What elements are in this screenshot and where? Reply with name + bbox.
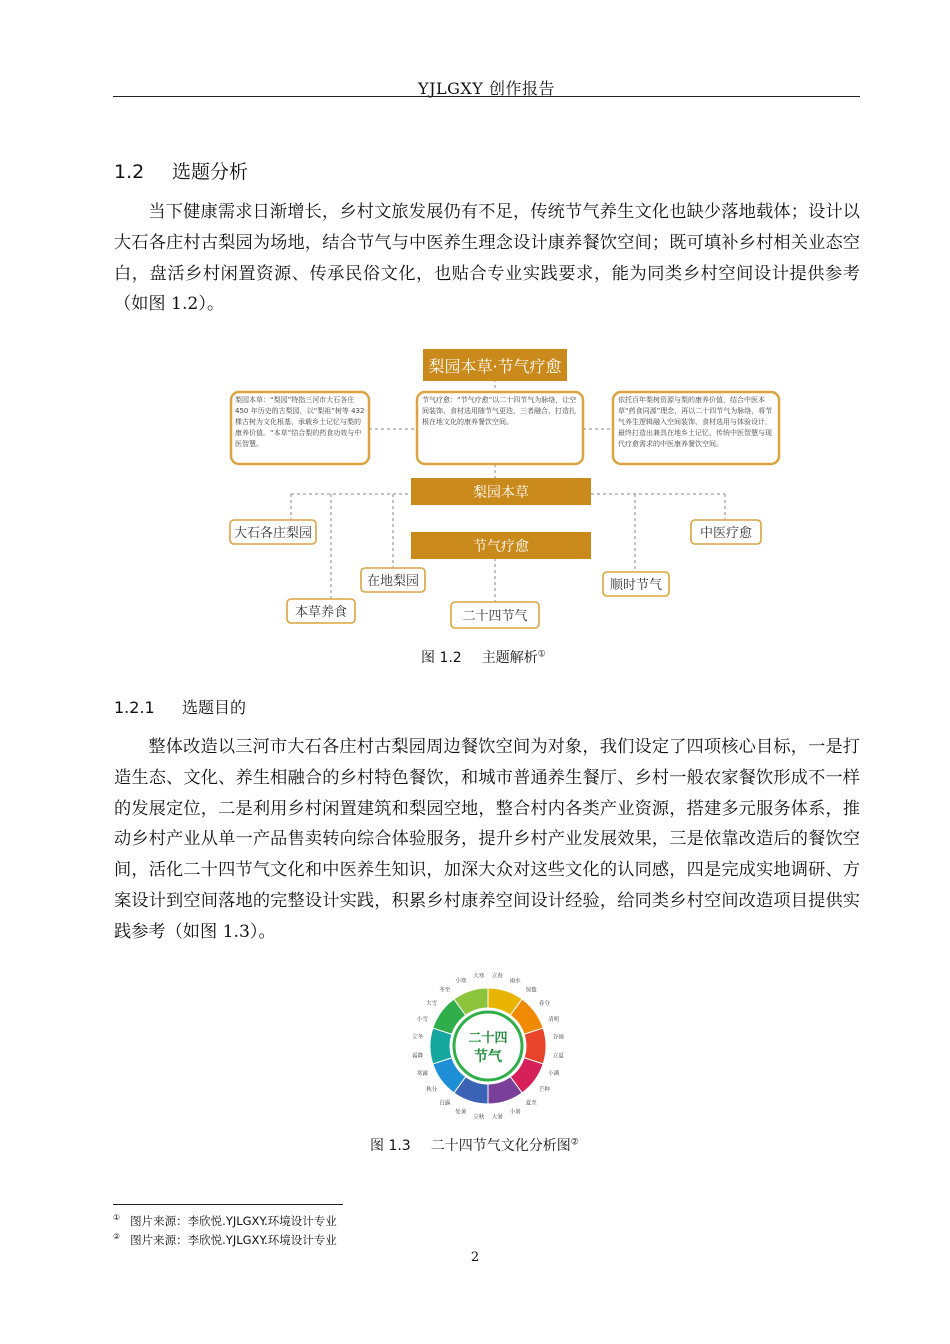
tag-24-solar-terms: 二十四节气: [462, 609, 528, 624]
solar-term-label: 大寒: [473, 973, 485, 980]
concept-box-left: 梨园本草：“梨园”特指三河市大石各庄 450 年历史的古梨园，以“梨祖”树等 432 棵古树为文化根基，承载乡土记忆与梨的康养价值。“本草”结合梨的药食功效与中医智慧。: [235, 396, 365, 448]
solar-term-label: 小暑: [509, 1109, 521, 1116]
footnote-rule: [113, 1204, 343, 1205]
solar-term-label: 立春: [491, 973, 503, 980]
paragraph-goals: 整体改造以三河市大石各庄村古梨园周边餐饮空间为对象，我们设定了四项核心目标，一是打造生态、文化、养生相融合的乡村特色餐饮，和城市普通养生餐厅、乡村一般农家餐饮形成不一样的发展定位，二是利用乡村闲置建筑和梨园空地，整合村内各类产业资源，搭建多元服务体系，推动乡村产业从单一产品售卖转向综合体验服务，提升乡村产业发展效果，三是依靠改造后的餐饮空间，活化二十四节气文化和中医养生知识，加深大众对这些文化的认同感，四是完成实地调研、方案设计到空间落地的完整设计实践，积累乡村康养空间设计经验，给同类乡村空间改造项目提供实践参考（如图 1.3）。: [114, 737, 860, 942]
header-rule: [113, 96, 860, 97]
solar-term-label: 寒露: [416, 1071, 428, 1078]
figure-1-2-caption: [421, 647, 546, 667]
wheel-center-line1: 二十四: [468, 1031, 508, 1046]
subsection-number: 1.2.1: [114, 698, 155, 717]
solar-term-label: 秋分: [426, 1087, 438, 1094]
solar-term-label: 夏至: [525, 1100, 537, 1107]
title-banner-label: 梨园本草·节气疗愈: [428, 357, 562, 376]
solar-term-label: 惊蛰: [525, 987, 537, 994]
figure-1-3-caption: [370, 1135, 579, 1155]
subsection-heading: [114, 695, 246, 718]
wheel-center-line2: 节气: [474, 1049, 502, 1065]
solar-term-label: 处暑: [455, 1109, 467, 1116]
solar-term-label: 白露: [439, 1100, 451, 1107]
solar-term-label: 霜降: [412, 1053, 424, 1060]
footnote-2: [113, 1232, 337, 1248]
caption-text: 主题解析: [481, 650, 538, 666]
solar-term-label: 立夏: [552, 1053, 564, 1060]
tag-local-orchard: 在地梨园: [366, 574, 420, 589]
solar-term-label: 芒种: [538, 1087, 550, 1094]
concept-box-middle: 节气疗愈：“节气疗愈”以二十四节气为脉络，让空间装饰、食材选用随节气更迭，三者融合，打造扎根在地文化的康养餐饮空间。: [422, 396, 577, 426]
subsection-title: 选题目的: [182, 698, 247, 717]
paragraph-intro: 当下健康需求日渐增长，乡村文旅发展仍有不足，传统节气养生文化也缺少落地载体；设计以大石各庄村古梨园为场地，结合节气与中医养生理念设计康养餐饮空间；既可填补乡村相关业态空白，盘活乡村闲置资源、传承民俗文化，也贴合专业实践要求，能为同类乡村空间设计提供参考（如图 1.2）。: [114, 202, 860, 315]
tag-herbal-diet: 本草养食: [294, 605, 348, 620]
concept-box-right: 依托百年梨树资源与梨的康养价值，结合中医本草“药食同源”理念，再以二十四节气为脉络，将节气养生逻辑融入空间装饰、食材选用与体验设计，最终打造出兼具在地乡土记忆、传统中医智慧与现代疗愈需求的中医康养餐饮空间。: [618, 396, 773, 448]
solar-term-label: 雨水: [509, 978, 521, 985]
footnote-text: 图片来源：李欣悦.YJLGXY.环境设计专业: [130, 1233, 337, 1247]
tag-seasonal-terms: 顺时节气: [609, 578, 663, 593]
caption-footnote-mark: ②: [570, 1137, 579, 1148]
section-title: 选题分析: [172, 161, 249, 183]
footnote-mark: ②: [113, 1232, 121, 1242]
caption-footnote-mark: ①: [537, 649, 546, 660]
bar-pear-herb: 梨园本草: [473, 485, 529, 501]
caption-text: 二十四节气文化分析图: [430, 1138, 571, 1154]
solar-term-label: 小雪: [416, 1016, 428, 1023]
theme-mind-map: [225, 344, 785, 638]
solar-term-label: 小寒: [455, 978, 467, 985]
solar-term-label: 清明: [548, 1016, 560, 1023]
solar-term-label: 春分: [538, 1000, 550, 1007]
caption-number: 图 1.3: [370, 1138, 411, 1154]
footnote-mark: ①: [113, 1213, 121, 1223]
solar-term-label: 冬至: [439, 987, 451, 994]
footnote-1: [113, 1213, 337, 1229]
bar-solar-healing: 节气疗愈: [473, 539, 529, 555]
tag-tcm-healing: 中医疗愈: [699, 526, 753, 541]
section-number: 1.2: [114, 161, 145, 183]
solar-term-label: 小满: [548, 1071, 560, 1078]
tag-dashigezhuang-orchard: 大石各庄梨园: [233, 526, 313, 541]
solar-terms-wheel: [408, 966, 568, 1126]
footnote-text: 图片来源：李欣悦.YJLGXY.环境设计专业: [130, 1214, 337, 1228]
solar-term-label: 大雪: [426, 1000, 438, 1007]
solar-term-label: 大暑: [491, 1114, 503, 1121]
section-heading: [114, 157, 248, 184]
solar-term-label: 立秋: [473, 1114, 485, 1121]
solar-term-label: 立冬: [412, 1034, 424, 1041]
caption-number: 图 1.2: [421, 650, 462, 666]
solar-term-label: 谷雨: [552, 1034, 564, 1041]
page-header: YJLGXY 创作报告: [418, 79, 555, 98]
page-number: 2: [470, 1250, 480, 1265]
